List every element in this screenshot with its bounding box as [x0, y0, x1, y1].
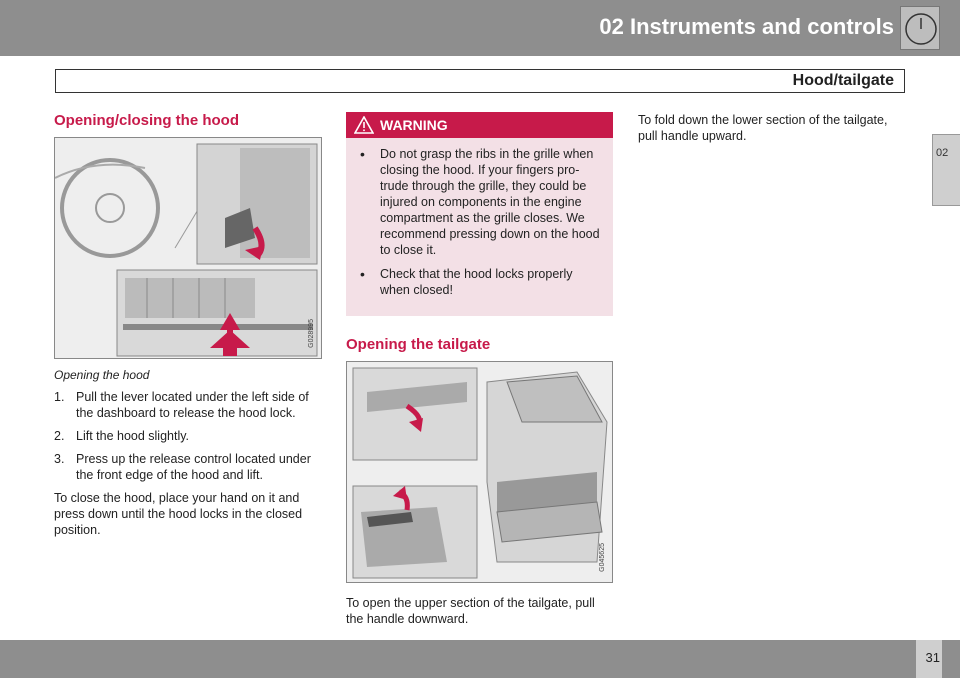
column-hood — [54, 112, 322, 538]
section-title: Hood/tailgate — [792, 72, 894, 89]
hood-illustration — [55, 138, 322, 359]
speedometer-icon — [900, 6, 940, 50]
tailgate-lower-text: To fold down the lower section of the tailgate, pull handle upward. — [638, 113, 888, 143]
warning-triangle-icon — [354, 116, 374, 134]
chapter-side-tab-label: 02 — [936, 147, 949, 159]
tailgate-heading: Opening the tailgate — [346, 336, 491, 353]
list-item: 1. Pull the lever located under the left side of the dashboard to release the hood lock. — [54, 390, 309, 420]
hood-caption: Opening the hood — [54, 368, 150, 382]
list-item: 2. Lift the hood slightly. — [54, 429, 190, 443]
page-number: 31 — [925, 650, 940, 665]
warning-list — [346, 138, 613, 298]
list-item: • Check that the hood locks properly when closed! — [356, 266, 603, 298]
tailgate-figure-code: G045625 — [599, 543, 606, 572]
warning-title: WARNING — [380, 117, 448, 133]
tailgate-illustration — [347, 362, 613, 583]
chapter-title: 02 Instruments and controls — [599, 14, 894, 39]
column-tailgate-lower — [638, 112, 906, 144]
hood-figure — [54, 137, 322, 359]
list-item: • Do not grasp the ribs in the grille when closing the hood. If your fingers pro-trude through the grille, they could be injured on components in the engine compartment as the grille closes. We recommend pressing down on the hood to close it. — [356, 146, 603, 258]
chapter-side-tab — [932, 134, 960, 206]
warning-box — [346, 112, 613, 316]
hood-heading: Opening/closing the hood — [54, 112, 239, 129]
tailgate-figure — [346, 361, 613, 583]
hood-figure-code: G028995 — [308, 319, 315, 348]
tailgate-upper-text: To open the upper section of the tailgate, pull the handle downward. — [346, 596, 595, 626]
section-bar — [55, 69, 905, 93]
warning-header — [346, 112, 613, 138]
footer-bar — [0, 640, 960, 678]
list-item: 3. Press up the release control located under the front edge of the hood and lift. — [54, 452, 311, 482]
column-tailgate — [346, 112, 613, 627]
hood-closing-text: To close the hood, place your hand on it and press down until the hood locks in the closed position. — [54, 491, 303, 537]
hood-steps — [54, 389, 322, 483]
